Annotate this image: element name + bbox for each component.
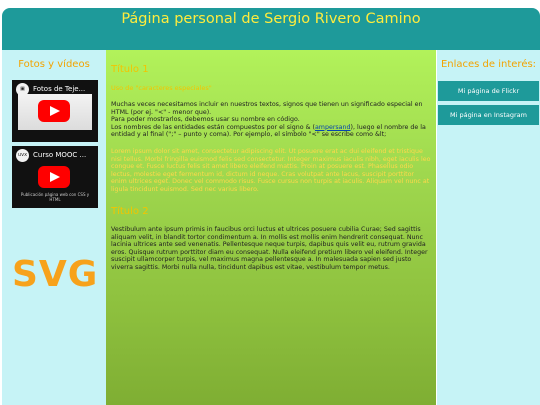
page-title: Página personal de Sergio Rivero Camino (121, 11, 421, 27)
youtube-play-icon[interactable] (38, 166, 70, 188)
links-heading: Enlaces de interés: (440, 59, 537, 70)
flickr-link-button[interactable]: Mi página de Flickr (438, 81, 539, 101)
vestibulum-paragraph: Vestibulum ante ipsum primis in faucibus orci luctus et ultrices posuere cubilia Curae; Sed sagittis aliquam velit, in blandit tortor condimentum a. In mollis est mollis enim hendrerit consequat. Nunc lacinia ultrices ante sed venenatis. Pellentesque neque turpis, dapibus quis velit eu, rutrum gravida eros. Quisque rutrum porttitor diam eu consequat. Nulla eleifend pretium libero vel eleifend. Integer suscipit ullamcorper turpis, vel maximus magna pellentesque a. In malesuada sapien sed justo viverra sagittis. Morbi nulla nulla, tincidunt dapibus est vitae, vestibulum tempor metus. (111, 226, 428, 271)
paragraph-line: Para poder mostrarlos, debemos usar su nombre en código. (111, 116, 300, 123)
video-embed-2[interactable] (12, 146, 98, 208)
paragraph-line: ), luego el nombre de la entidad y al final (";" – punto y coma). Por ejemplo, el símbolo "<" se escribe como &lt; (111, 123, 426, 138)
video-title[interactable]: Fotos de Teje... (33, 85, 86, 93)
svg-logo: SVG (12, 254, 99, 295)
main-content (106, 50, 436, 405)
video-thumb-icon: ▣ (16, 83, 29, 96)
section-subtitle: Uso de "caracteres especiales" (111, 84, 212, 92)
youtube-play-icon[interactable] (38, 100, 70, 122)
video-title[interactable]: Curso MOOC ... (33, 151, 87, 159)
mooc-logo-icon: uvx (16, 149, 29, 162)
lorem-paragraph: Lorem ipsum dolor sit amet, consectetur adipiscing elit. Ut posuere erat ac dui eleifend et tristique nisi tellus. Morbi fringilla euismod felis sed consectetur. Integer maximus iaculis nibh, eget iaculis leo congue et. Fusce luctus felis sit amet libero eleifend mattis. Proin at posuere est. Phasellus odio lectus, molestie eget fermentum id, dictum id neque. Cras volutpat ante lacus, suscipit porttitor enim ultrices eget. Donec vel commodo risus. Fusce cursus non turpis at iaculis. Aliquam vel nunc at ligula tincidunt euismod. Sed nec varius libero. (111, 148, 431, 193)
paragraph-line: Los nombres de las entidades están compuestos por el signo & ( (111, 123, 315, 131)
paragraph-entities (111, 101, 431, 139)
video-subtitle: Publicación página web con CSS y HTML (20, 192, 90, 202)
section-title-1: Título 1 (111, 64, 149, 75)
photos-videos-heading: Fotos y vídeos (18, 59, 90, 70)
ampersand-link[interactable]: ampersand (314, 123, 351, 131)
right-sidebar (437, 50, 540, 405)
video-embed-1[interactable] (12, 80, 98, 142)
left-sidebar (2, 50, 106, 405)
instagram-link-button[interactable]: Mi página en Instagram (438, 105, 539, 125)
page-header (2, 8, 540, 50)
paragraph-line: Muchas veces necesitamos incluir en nuestros textos, signos que tienen un significado especial en HTML (por ej. "<" - menor que). (111, 101, 423, 116)
section-title-2: Título 2 (111, 206, 149, 217)
